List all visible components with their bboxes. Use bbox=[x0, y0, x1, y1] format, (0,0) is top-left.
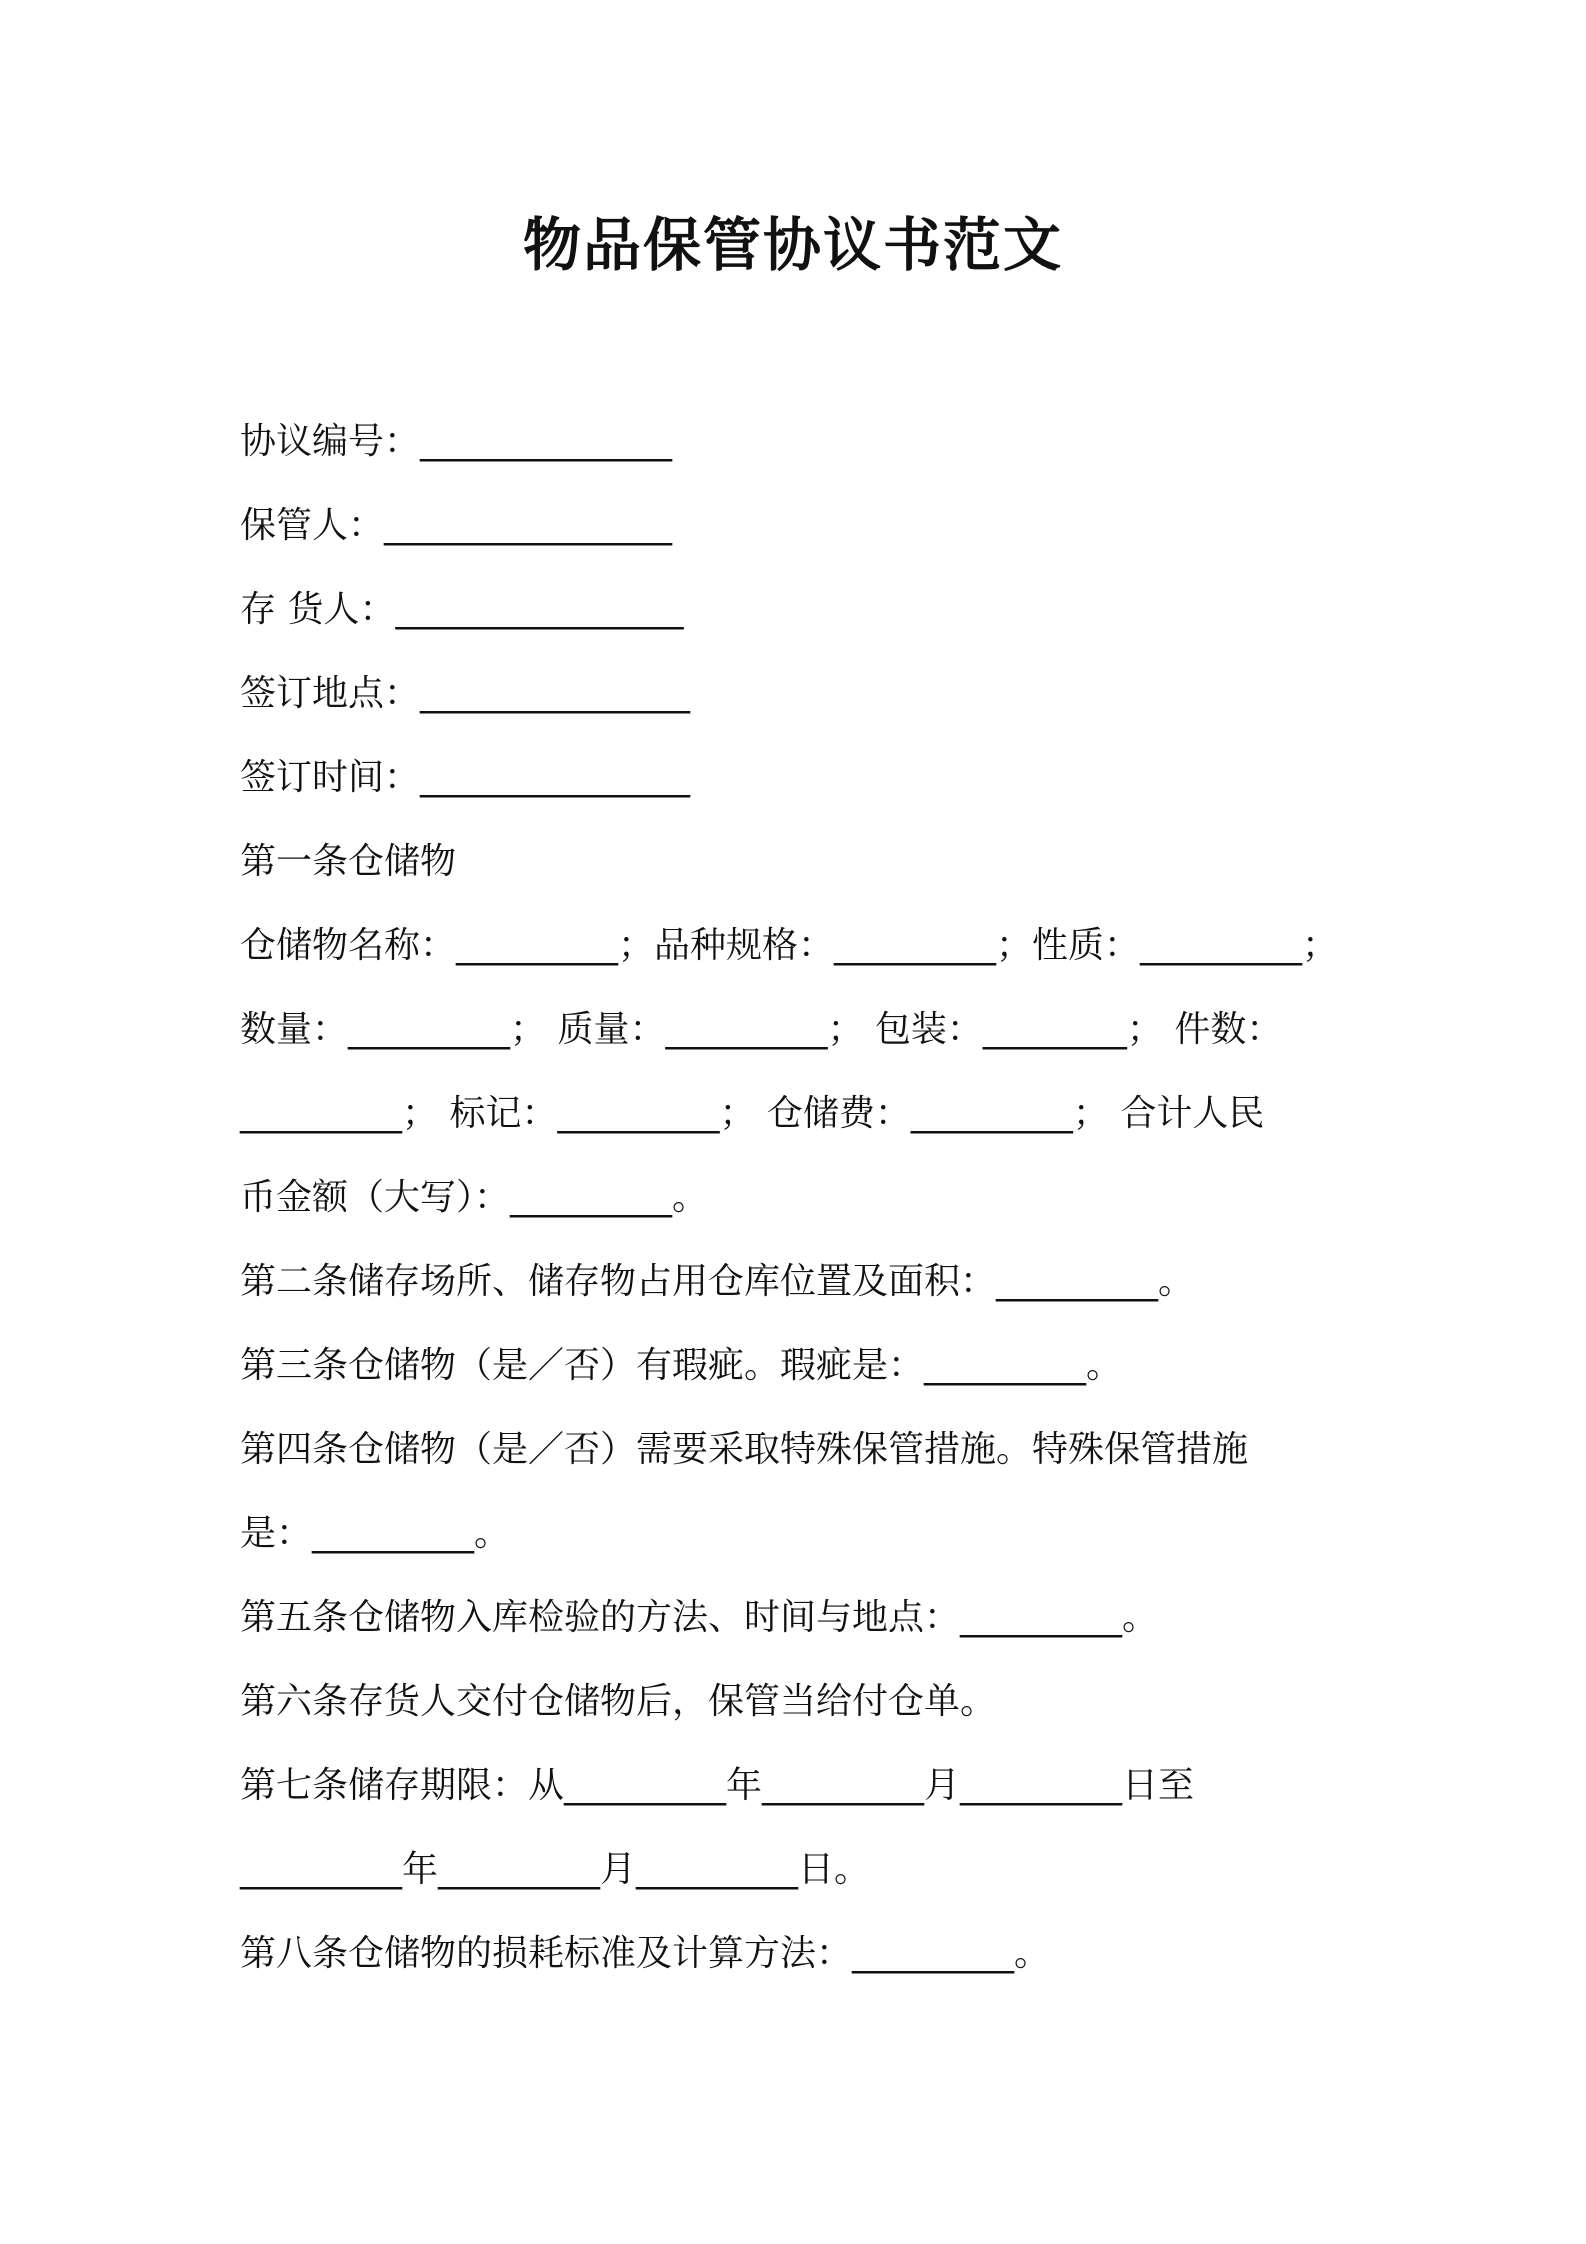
article-4-line-1: 第四条仓储物（是／否）需要采取特殊保管措施。特殊保管措施 bbox=[240, 1429, 1249, 1470]
signing-time-line: 签订时间：_______________ bbox=[240, 757, 691, 798]
article-3: 第三条仓储物（是／否）有瑕疵。瑕疵是：_________。 bbox=[240, 1345, 1123, 1386]
article-1-line-2: 数量：_________； 质量：_________； 包装：________； 件数： bbox=[240, 1009, 1283, 1050]
article-1-heading: 第一条仓储物 bbox=[240, 841, 457, 882]
article-4-line-2: 是：_________。 bbox=[240, 1513, 511, 1554]
article-8: 第八条仓储物的损耗标准及计算方法：_________。 bbox=[240, 1933, 1051, 1974]
article-6: 第六条存货人交付仓储物后，保管当给付仓单。 bbox=[240, 1681, 997, 1722]
article-7-line-2: _________年_________月_________日。 bbox=[240, 1849, 870, 1890]
article-1-line-1: 仓储物名称：_________；品种规格：_________；性质：_________； bbox=[240, 925, 1339, 966]
article-2: 第二条储存场所、储存物占用仓库位置及面积：_________。 bbox=[240, 1261, 1195, 1302]
custodian-line: 保管人：________________ bbox=[240, 505, 673, 546]
depositor-line: 存 货人：________________ bbox=[240, 589, 684, 630]
article-1-line-3: _________； 标记：_________； 仓储费：_________； 合计人民 bbox=[240, 1093, 1265, 1134]
article-1-line-4: 币金额（大写）：_________。 bbox=[240, 1177, 709, 1218]
document-body bbox=[240, 400, 1350, 1996]
signing-place-line: 签订地点：_______________ bbox=[240, 673, 691, 714]
agreement-number-line: 协议编号：______________ bbox=[240, 421, 673, 462]
article-7-line-1: 第七条储存期限：从_________年_________月_________日至 bbox=[240, 1765, 1195, 1806]
document-title: 物品保管协议书范文 bbox=[522, 211, 1063, 279]
article-5: 第五条仓储物入库检验的方法、时间与地点：_________。 bbox=[240, 1597, 1159, 1638]
